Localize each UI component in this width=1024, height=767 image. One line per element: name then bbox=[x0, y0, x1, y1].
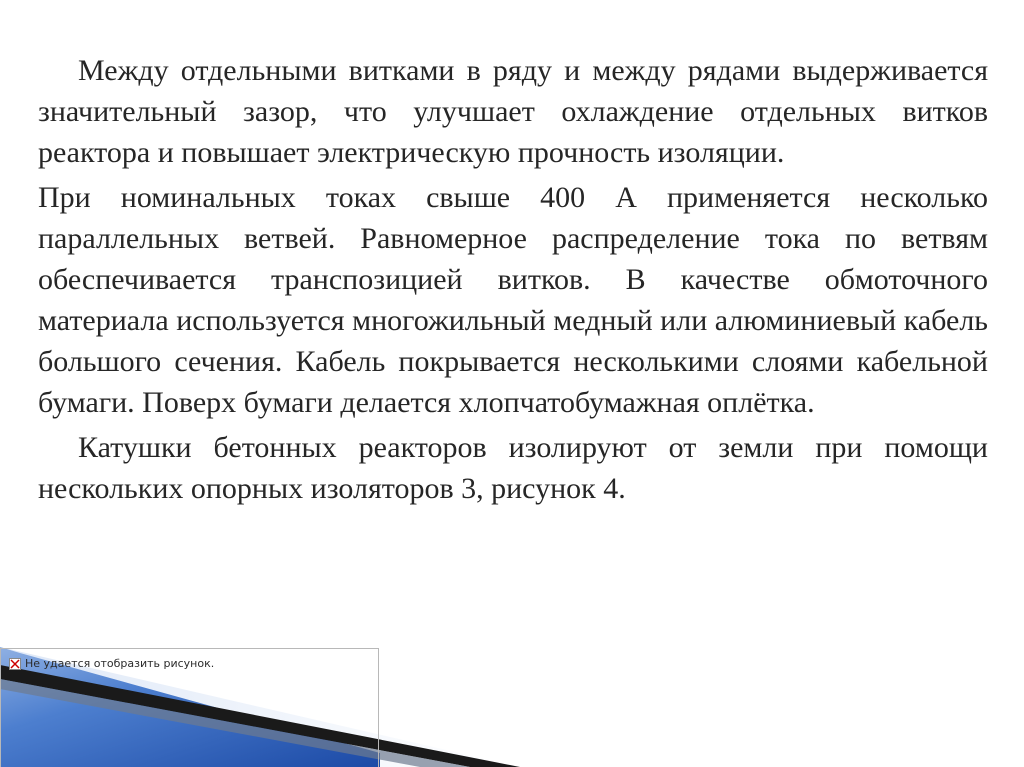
image-placeholder bbox=[0, 648, 379, 767]
slide-body-text bbox=[38, 50, 988, 513]
paragraph-3: Катушки бетонных реакторов изолируют от земли при помощи нескольких опорных изоляторов 3, рисунок 4. bbox=[38, 431, 988, 505]
image-error-text: Не удается отобразить рисунок. bbox=[25, 657, 215, 670]
image-error-message bbox=[9, 657, 214, 670]
paragraph-2: При номинальных токах свыше 400 А применяется несколько параллельных ветвей. Равномерное распределение тока по ветвям обеспечивается транспозицией витков. В качестве обмоточного материала используется многожильный медный или алюминиевый кабель большого сечения. Кабель покрывается несколькими слоями кабельной бумаги. Поверх бумаги делается хлопчатобумажная оплётка. bbox=[38, 181, 988, 419]
broken-image-icon bbox=[9, 658, 21, 670]
paragraph-1: Между отдельными витками в ряду и между рядами выдерживается значительный зазор, что улучшает охлаждение отдельных витков реактора и повышает электрическую прочность изоляции. bbox=[38, 54, 988, 169]
